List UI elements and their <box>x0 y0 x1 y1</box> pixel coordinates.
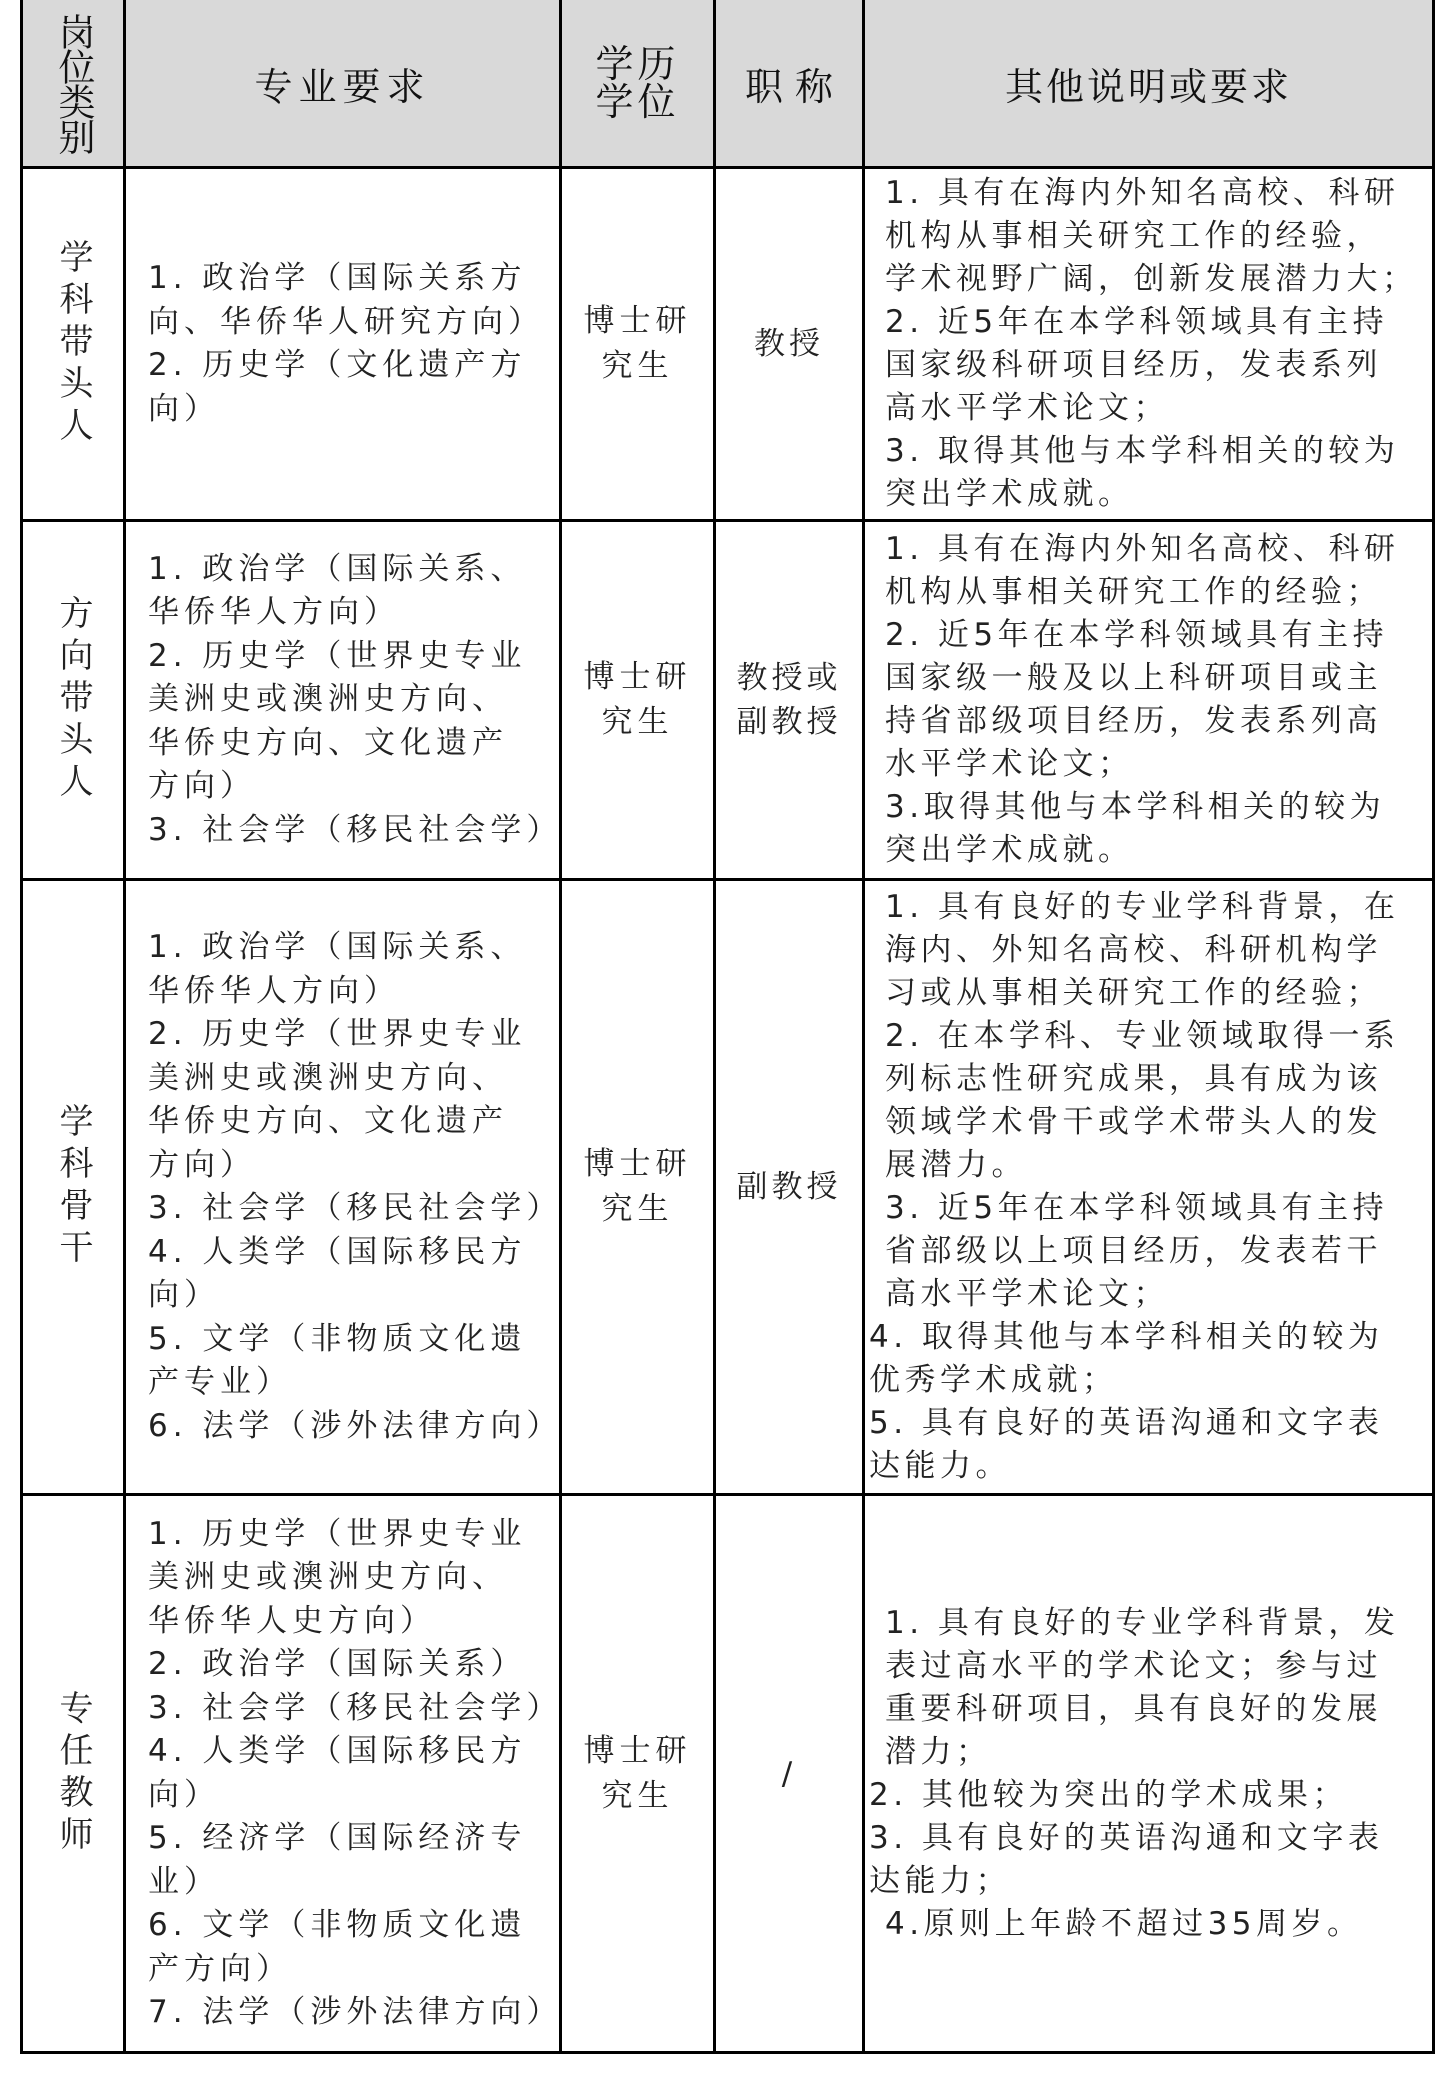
major-cell: 1. 历史学（世界史专业 美洲史或澳洲史方向、 华侨华人史方向） 2. 政治学（国际关系） 3. 社会学（移民社会学） 4. 人类学（国际移民方 向） 5. 经济学（国际经济专 业） 6. 文学（非物质文化遗 产方向） 7. 法学（涉外法律方向） <box>125 1495 561 2053</box>
table-row <box>22 168 1434 521</box>
major-cell: 1. 政治学（国际关系、 华侨华人方向） 2. 历史学（世界史专业 美洲史或澳洲史方向、 华侨史方向、文化遗产 方向） 3. 社会学（移民社会学） <box>125 521 561 880</box>
other-requirements-cell: 1. 具有良好的专业学科背景，在 海内、外知名高校、科研机构学 习或从事相关研究工作的经验； 2. 在本学科、专业领域取得一系 列标志性研究成果，具有成为该 领域学术骨干或学术带头人的发 展潜力。 3. 近5年在本学科领域具有主持 省部级以上项目经历，发表若干 高水平学术论文； 4. 取得其他与本学科相关的较为 优秀学术成就； 5. 具有良好的英语沟通和文字表 达能力。 <box>864 880 1434 1495</box>
table-row <box>22 521 1434 880</box>
header-education: 学历 学位 <box>561 0 715 168</box>
header-other: 其他说明或要求 <box>864 0 1434 168</box>
title-cell: / <box>715 1495 864 2053</box>
major-cell: 1. 政治学（国际关系、 华侨华人方向） 2. 历史学（世界史专业 美洲史或澳洲史方向、 华侨史方向、文化遗产 方向） 3. 社会学（移民社会学） 4. 人类学（国际移民方 向） 5. 文学（非物质文化遗 产专业） 6. 法学（涉外法律方向） <box>125 880 561 1495</box>
header-title: 职 称 <box>715 0 864 168</box>
other-requirements-cell: 1. 具有在海内外知名高校、科研 机构从事相关研究工作的经验， 学术视野广阔，创新发展潜力大； 2. 近5年在本学科领域具有主持 国家级科研项目经历，发表系列 高水平学术论文； 3. 取得其他与本学科相关的较为 突出学术成就。 <box>864 168 1434 521</box>
other-requirements-cell: 1. 具有良好的专业学科背景，发 表过高水平的学术论文；参与过 重要科研项目，具有良好的发展 潜力； 2. 其他较为突出的学术成果； 3. 具有良好的英语沟通和文字表 达能力； 4.原则上年龄不超过35周岁。 <box>864 1495 1434 2053</box>
education-cell: 博士研 究生 <box>561 521 715 880</box>
category-cell: 学科骨干 <box>22 880 125 1495</box>
category-cell: 专任教师 <box>22 1495 125 2053</box>
table-row <box>22 1495 1434 2053</box>
header-major: 专业要求 <box>125 0 561 168</box>
title-cell: 教授 <box>715 168 864 521</box>
table-row <box>22 880 1434 1495</box>
category-cell: 学科带头人 <box>22 168 125 521</box>
education-cell: 博士研 究生 <box>561 168 715 521</box>
education-cell: 博士研 究生 <box>561 1495 715 2053</box>
other-requirements-cell: 1. 具有在海内外知名高校、科研 机构从事相关研究工作的经验； 2. 近5年在本学科领域具有主持 国家级一般及以上科研项目或主 持省部级项目经历，发表系列高 水平学术论文； 3.取得其他与本学科相关的较为 突出学术成就。 <box>864 521 1434 880</box>
major-cell: 1. 政治学（国际关系方 向、华侨华人研究方向） 2. 历史学（文化遗产方 向） <box>125 168 561 521</box>
header-category: 岗位类别 <box>22 0 125 168</box>
requirements-table <box>20 0 1435 2054</box>
header-row <box>22 0 1434 168</box>
category-cell: 方向带头人 <box>22 521 125 880</box>
title-cell: 教授或 副教授 <box>715 521 864 880</box>
title-cell: 副教授 <box>715 880 864 1495</box>
education-cell: 博士研 究生 <box>561 880 715 1495</box>
